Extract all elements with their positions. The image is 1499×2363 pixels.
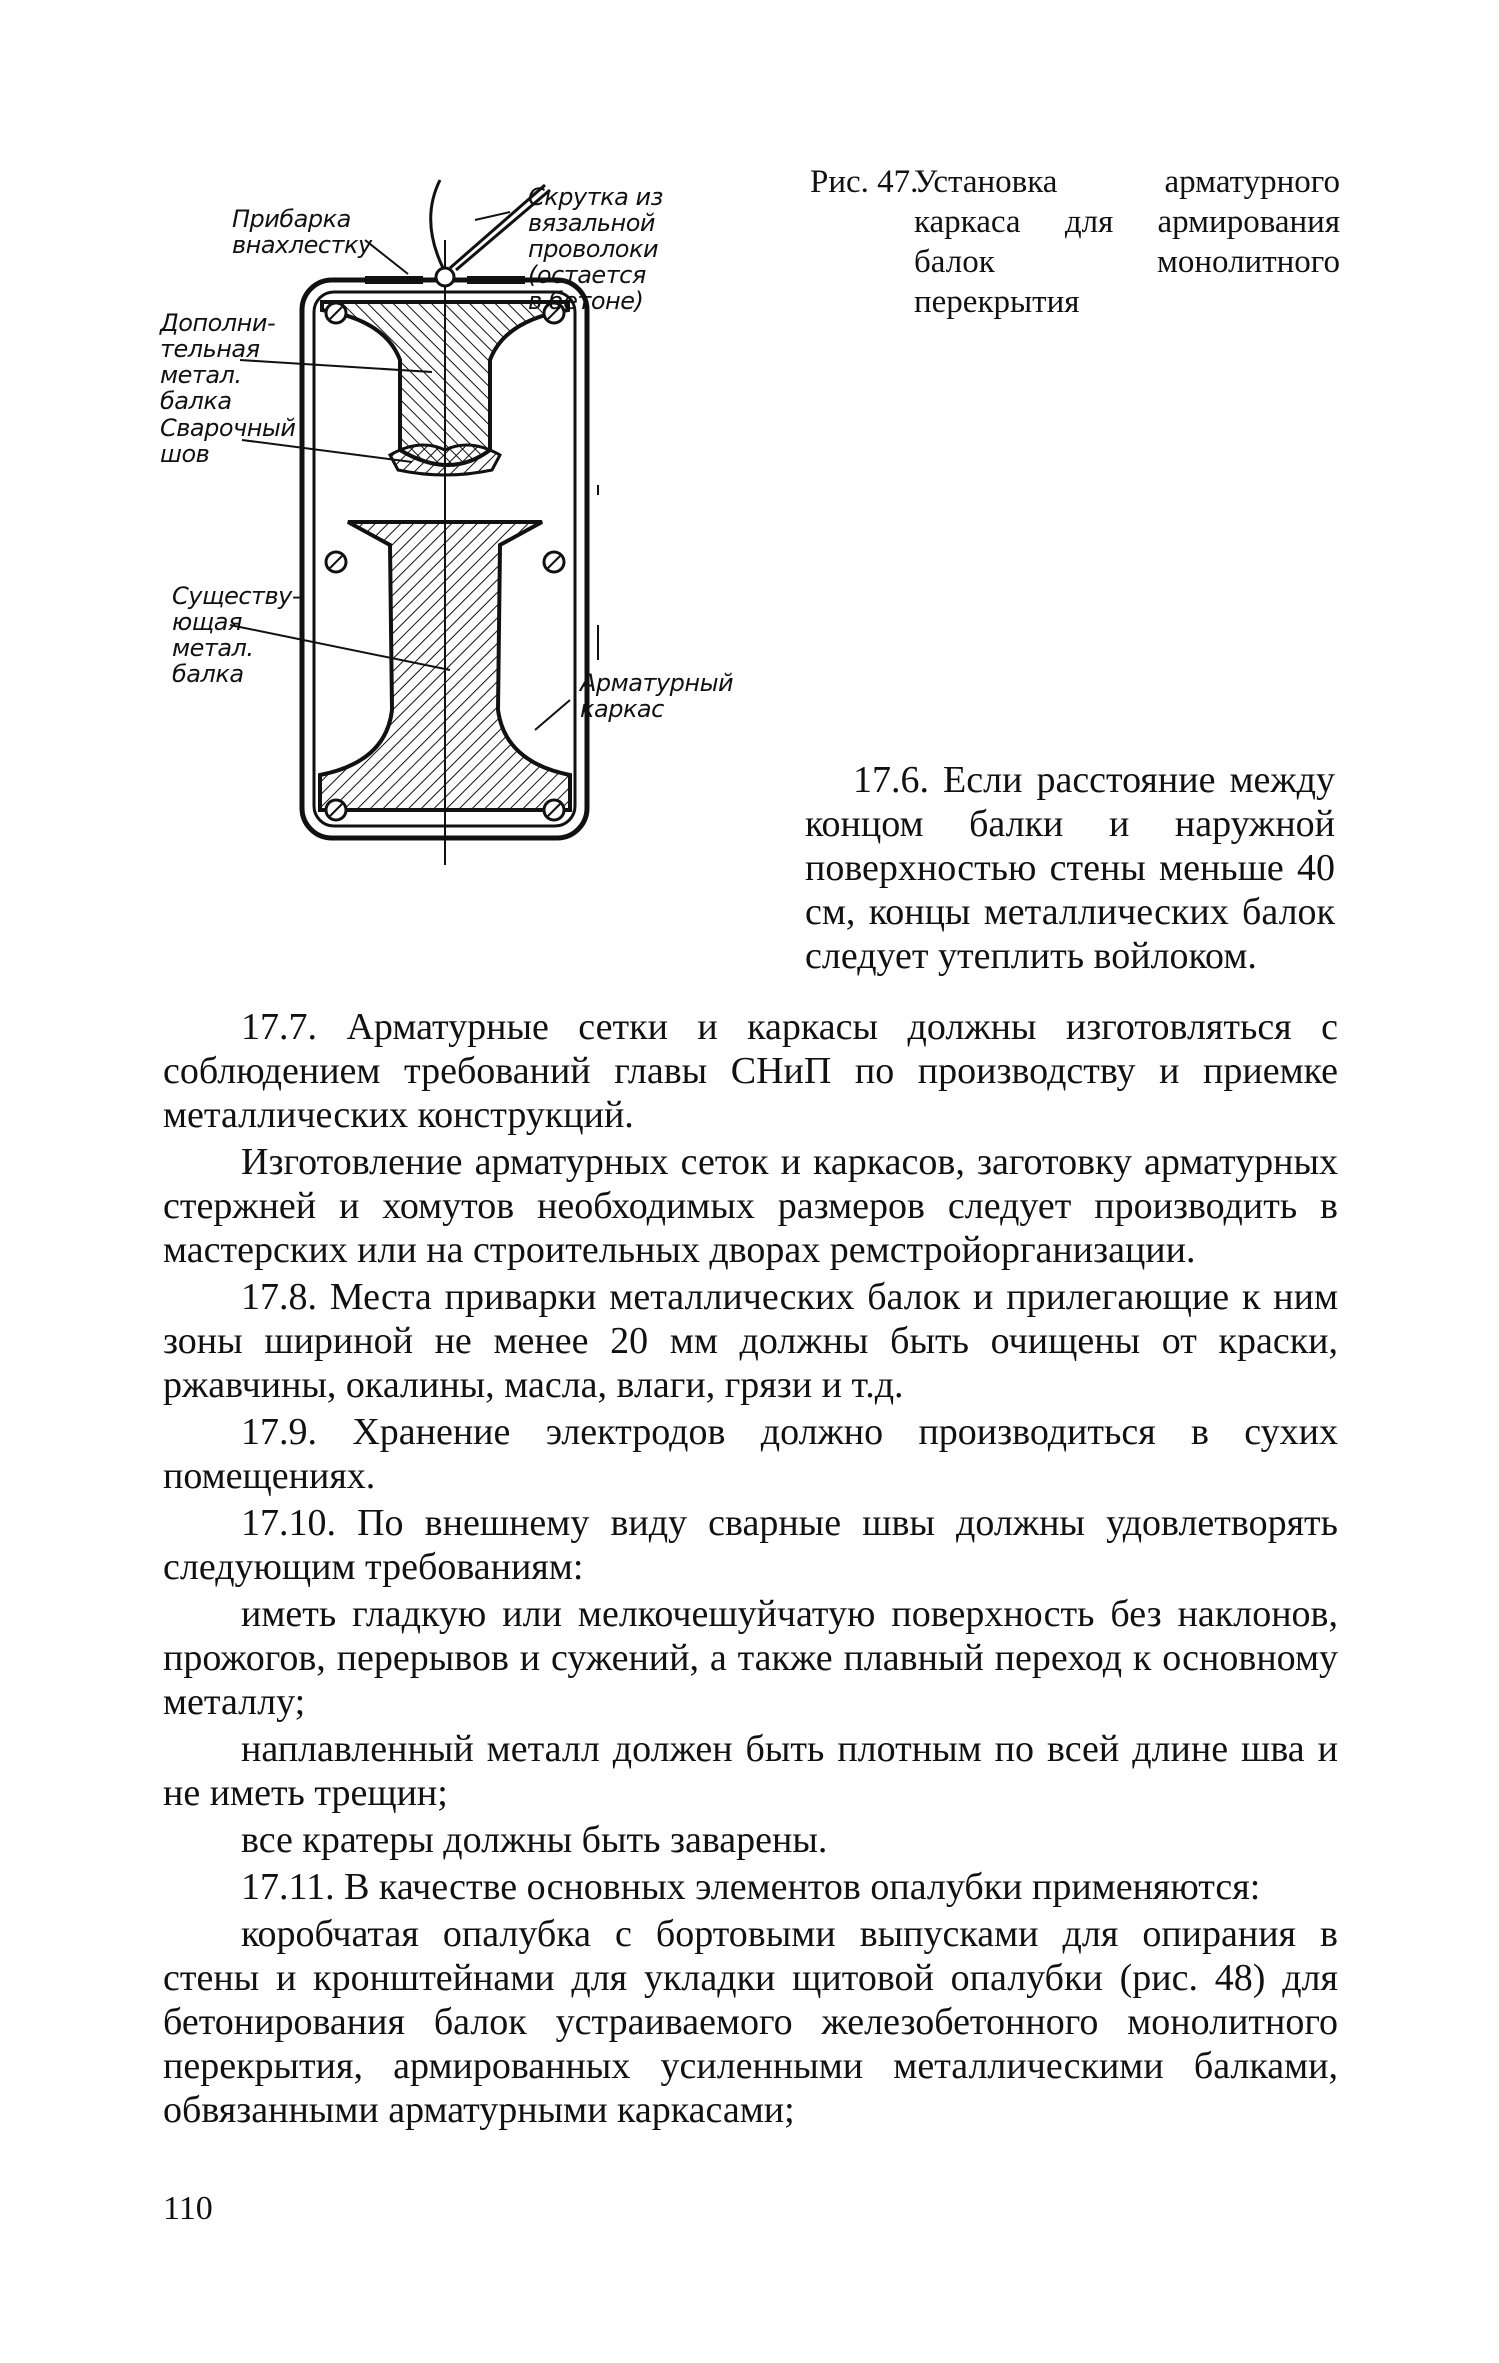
page-number: 110 [163, 2190, 213, 2227]
label-additional-beam: Дополни- тельная метал. балка [160, 309, 276, 415]
label-welding-overlap: Прибарка внахлестку [232, 205, 372, 259]
paragraph-17-10a: иметь гладкую или мелкочешуйчатую поверхность без наклонов, прожогов, перерывов и сужений, а также плавный переход к основному металлу; [163, 1593, 1338, 1723]
label-rebar-cage: Арматурный каркас [580, 669, 734, 723]
paragraph-17-6: 17.6. Если расстояние между концом балки и наружной поверхностью стены меньше 40 см, концы металлических балок следует утеплить войлоком. [805, 759, 1335, 977]
label-weld-seam: Сварочный шов [160, 414, 296, 468]
paragraph-17-10c: все кратеры должны быть заварены. [241, 1819, 828, 1861]
paragraph-17-11: 17.11. В качестве основных элементов опалубки применяются: [241, 1866, 1261, 1908]
paragraph-17-10b: наплавленный металл должен быть плотным по всей длине шва и не иметь трещин; [163, 1728, 1338, 1814]
label-existing-beam: Существу- ющая метал. балка [172, 582, 301, 688]
caption-text: Установка арматурного каркаса для армирования балок монолитного перекрытия [914, 164, 1340, 320]
paragraph-block-right [805, 758, 1335, 978]
figure-caption [810, 162, 1340, 322]
paragraph-17-7b: Изготовление арматурных сеток и каркасов, заготовку арматурных стержней и хомутов необходимых размеров следует производить в мастерских или на строительных дворах ремстройорганизации. [163, 1141, 1338, 1271]
paragraph-17-8: 17.8. Места приварки металлических балок и прилегающие к ним зоны шириной не менее 20 мм должны быть очищены от краски, ржавчины, окалины, масла, влаги, грязи и т.д. [163, 1276, 1338, 1406]
paragraph-17-10: 17.10. По внешнему виду сварные швы должны удовлетворять следующим требованиям: [163, 1502, 1338, 1588]
wire-knot [436, 268, 454, 286]
paragraph-17-11a: коробчатая опалубка с бортовыми выпусками для опирания в стены и кронштейнами для укладки щитовой опалубки (рис. 48) для бетонирования балок устраиваемого железобетонного монолитного перекрытия, армированных усиленными металлическими балками, обвязанными арматурными каркасами; [163, 1913, 1338, 2131]
caption-prefix: Рис. 47. [810, 164, 919, 200]
paragraph-17-9: 17.9. Хранение электродов должно производиться в сухих помещениях. [163, 1411, 1338, 1497]
overlap-weld [365, 276, 423, 284]
overlap-weld [467, 276, 525, 284]
label-wire-twist: Скрутка из вязальной проволоки (остается в бетоне) [528, 183, 663, 315]
paragraph-17-7: 17.7. Арматурные сетки и каркасы должны изготовляться с соблюдением требований главы СНиП по производству и приемке металлических конструкций. [163, 1006, 1338, 1136]
main-text [163, 1005, 1338, 2135]
figure-47 [150, 150, 790, 870]
